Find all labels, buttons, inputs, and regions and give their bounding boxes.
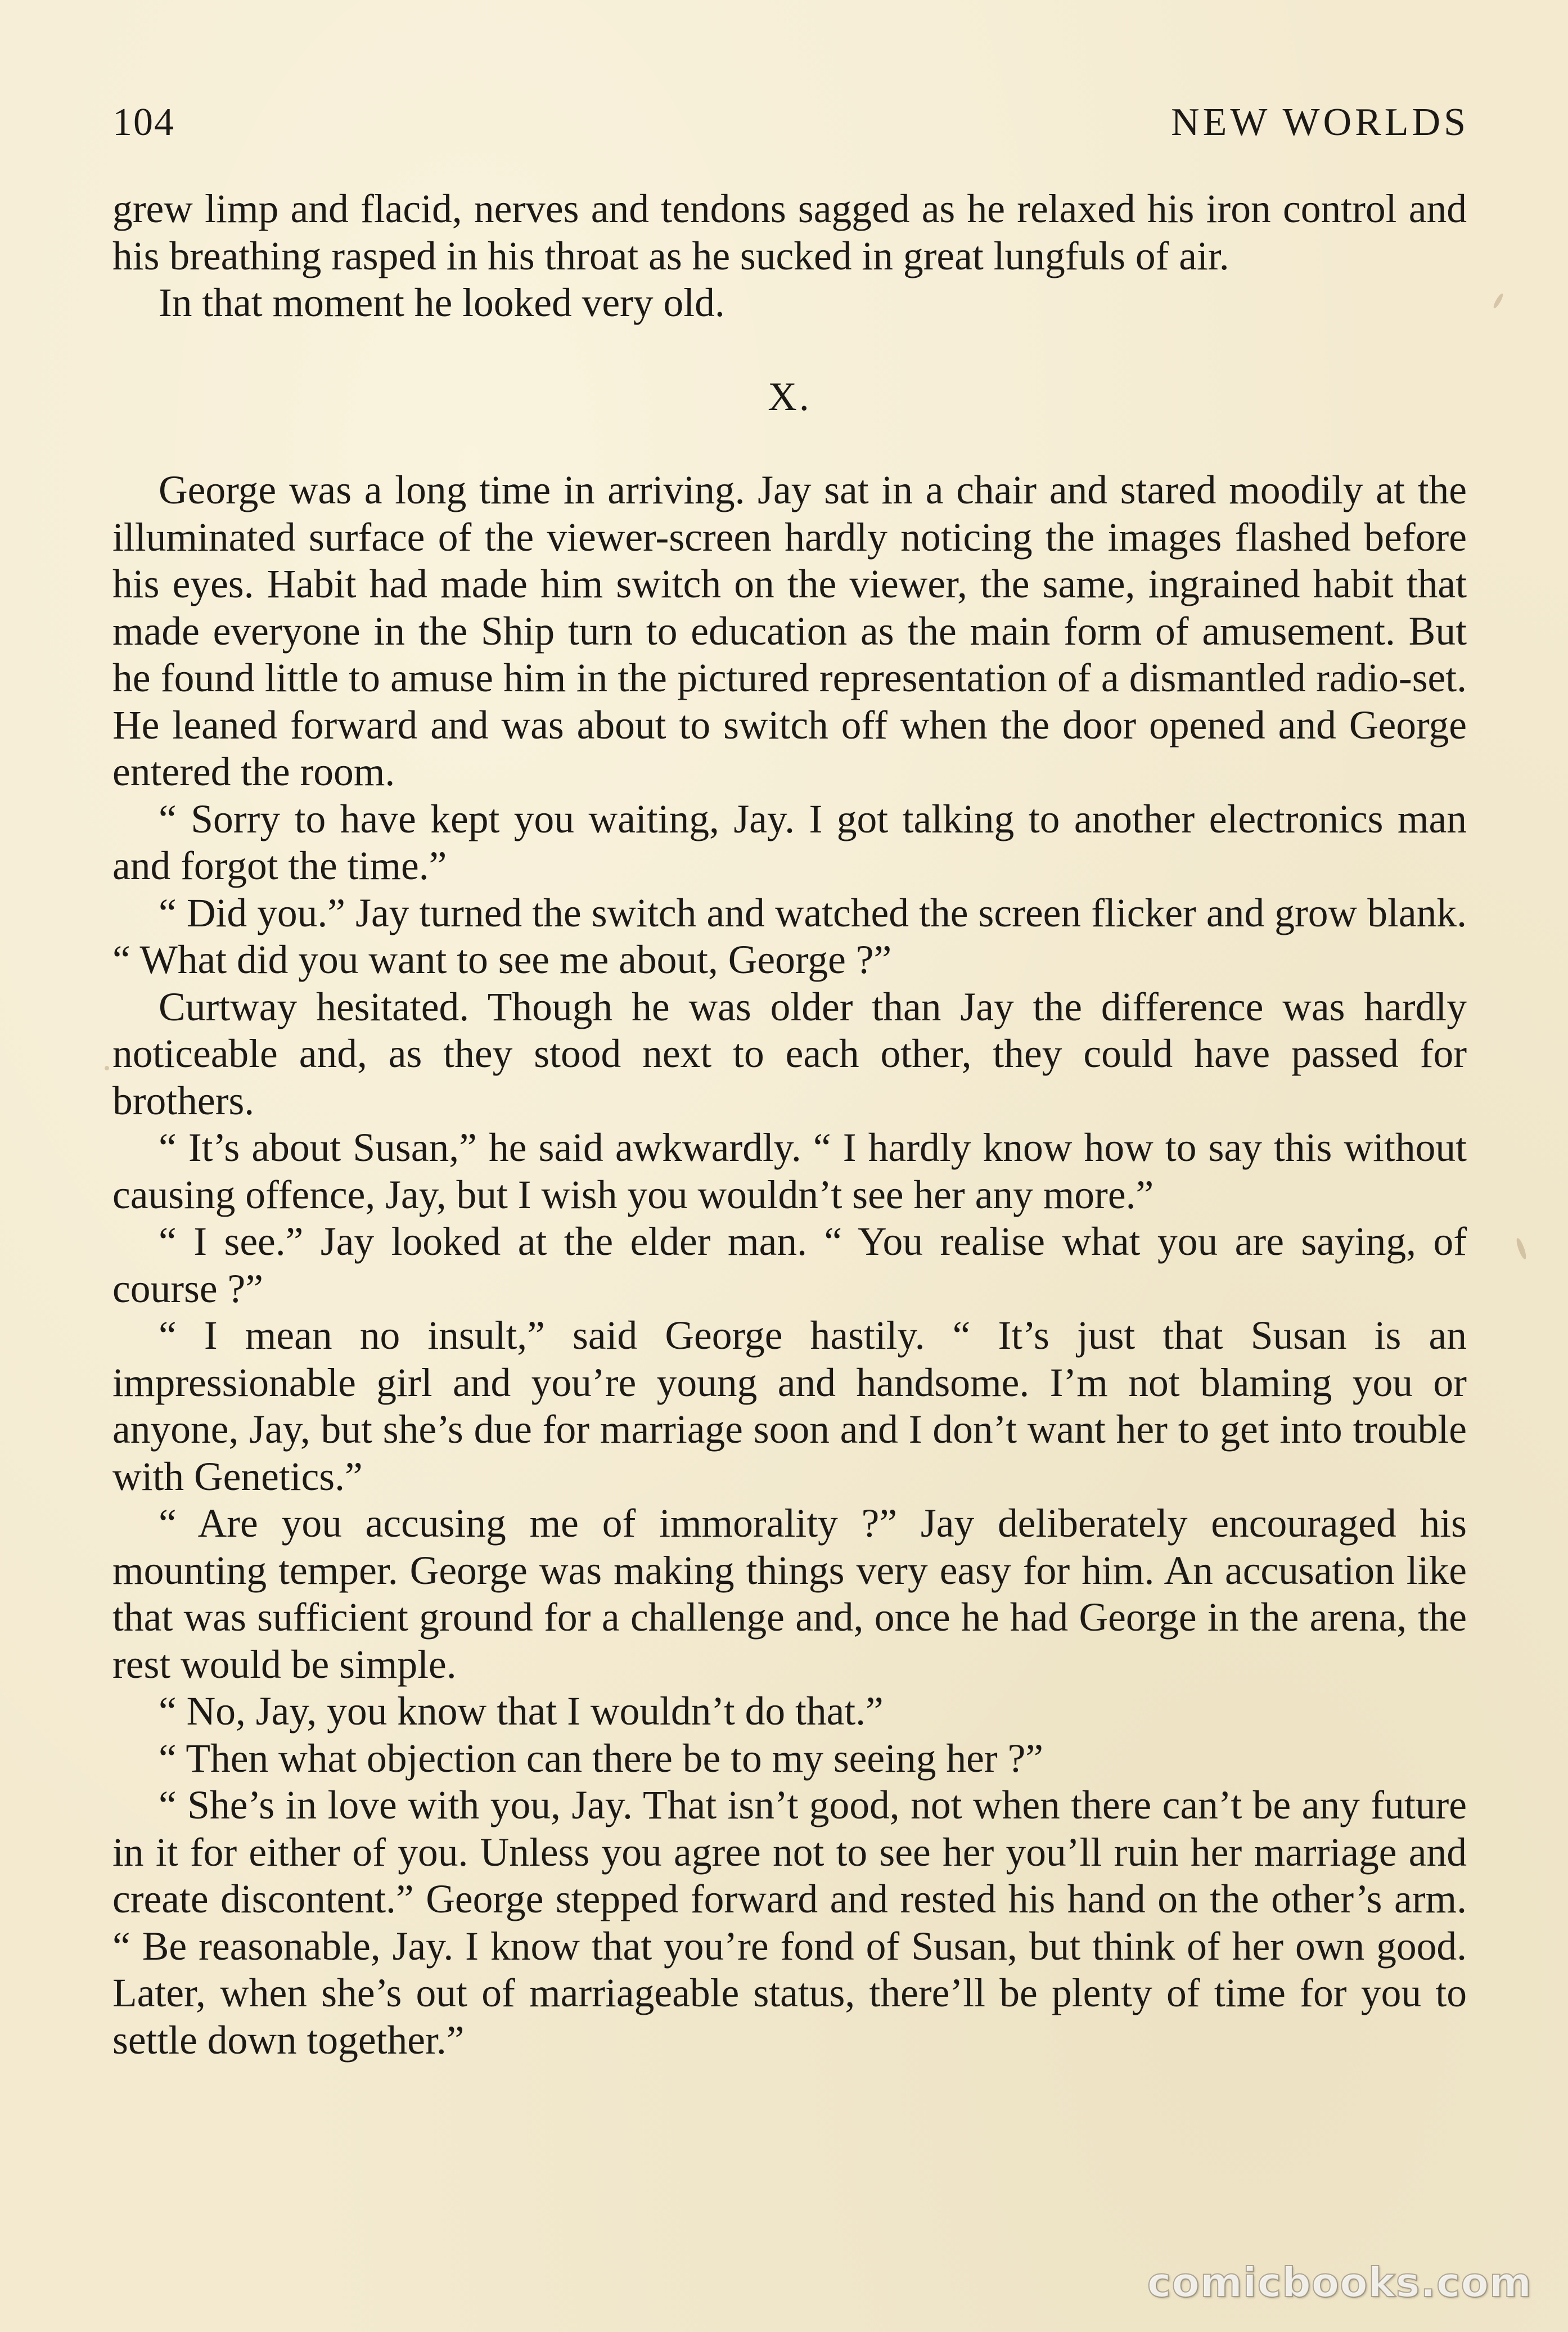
paragraph: “ Sorry to have kept you waiting, Jay. I got talking to another electronics man and forgot the time.” bbox=[112, 796, 1467, 888]
paper-speck bbox=[105, 1066, 109, 1070]
running-head: NEW WORLDS bbox=[1171, 101, 1469, 144]
paper-speck bbox=[1492, 292, 1504, 309]
paragraph: George was a long time in arriving. Jay sat in a chair and stared moodily at the illuminated surface of the viewer-screen hardly noticing the images flashed before his eyes. Habit had made him switch on the viewer, the same, ingrained habit that made everyone in the Ship turn to education as the main form of amusement. But he found little to amuse him in the pictured representation of a dismantled radio-set. He leaned forward and was about to switch off when the door opened and George entered the room. bbox=[112, 468, 1467, 794]
paper-speck bbox=[1515, 1237, 1528, 1260]
paragraph: grew limp and flacid, nerves and tendons sagged as he relaxed his iron control and his breathing rasped in his throat as he sucked in great lungfuls of air. bbox=[112, 187, 1467, 278]
body-text bbox=[112, 186, 1467, 2064]
page-header bbox=[112, 94, 1469, 156]
site-watermark: comicbooks.com bbox=[1147, 2259, 1532, 2306]
paragraph: “ Are you accusing me of immorality ?” Jay deliberately encouraged his mounting temper. George was making things very easy for him. An accusation like that was sufficient ground for a challenge and, once he had George in the arena, the rest would be simple. bbox=[112, 1501, 1467, 1687]
paragraph: “ Then what objection can there be to my seeing her ?” bbox=[159, 1736, 1044, 1781]
paragraph: “ She’s in love with you, Jay. That isn’t good, not when there can’t be any future in it for either of you. Unless you agree not to see her you’ll ruin her marriage and create discontent.” George stepped forward and rested his hand on the other’s arm. “ Be reasonable, Jay. I know that you’re fond of Susan, but think of her own good. Later, when she’s out of marriageable status, there’ll be plenty of time for you to settle down together.” bbox=[112, 1783, 1467, 2063]
page-number: 104 bbox=[112, 101, 175, 144]
paragraph: “ No, Jay, you know that I wouldn’t do that.” bbox=[159, 1689, 884, 1734]
paragraph: In that moment he looked very old. bbox=[159, 281, 725, 325]
paragraph: “ Did you.” Jay turned the switch and watched the screen flicker and grow blank. “ What did you want to see me about, George ?” bbox=[112, 890, 1467, 982]
paragraph: “ I see.” Jay looked at the elder man. “ You realise what you are saying, of course ?” bbox=[112, 1219, 1467, 1311]
paragraph: “ It’s about Susan,” he said awkwardly. “ I hardly know how to say this without causing offence, Jay, but I wish you wouldn’t see her any more.” bbox=[112, 1126, 1467, 1217]
chapter-heading: X. bbox=[768, 374, 812, 419]
paragraph: Curtway hesitated. Though he was older than Jay the difference was hardly noticeable and, as they stood next to each other, they could have passed for brothers. bbox=[112, 984, 1467, 1123]
paragraph: “ I mean no insult,” said George hastily. “ It’s just that Susan is an impressionable girl and you’re young and handsome. I’m not blaming you or anyone, Jay, but she’s due for marriage soon and I don’t want her to get into trouble with Genetics.” bbox=[112, 1313, 1467, 1499]
